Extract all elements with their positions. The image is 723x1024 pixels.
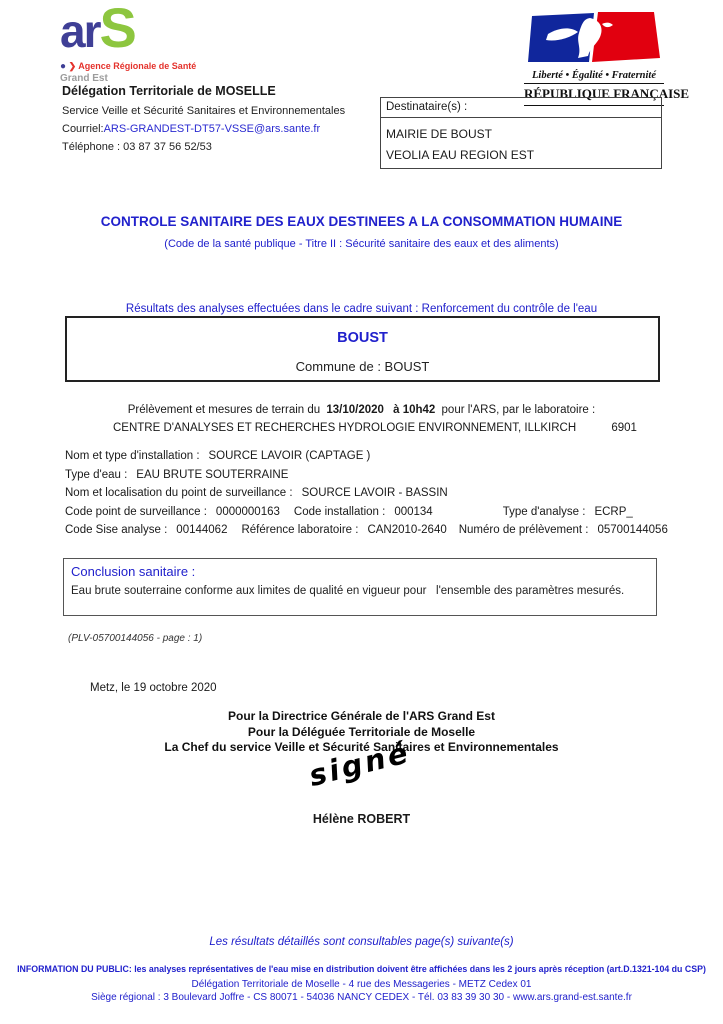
sampling-post: pour l'ARS, par le laboratoire : [441, 404, 596, 416]
ars-agency-label: Agence Régionale de Santé [78, 61, 197, 71]
detail-label: Code point de surveillance : [65, 505, 207, 518]
ars-logo-wordmark [60, 0, 210, 63]
sampling-time: à 10h42 [393, 404, 436, 416]
page-note: (PLV-05700144056 - page : 1) [68, 633, 203, 644]
ars-logo [60, 0, 210, 84]
republique-francaise-logo [524, 12, 690, 106]
footer-consult-line: Les résultats détaillés sont consultables page(s) suivante(s) [209, 936, 514, 948]
detail-value: CAN2010-2640 [367, 524, 447, 536]
detail-label: Nom et localisation du point de surveillance : [65, 487, 293, 499]
ars-logo-s: S [99, 0, 135, 59]
detail-label: Référence laboratoire : [241, 524, 359, 536]
detail-label: Type d'eau : [65, 468, 128, 481]
detail-value: SOURCE LAVOIR (CAPTAGE ) [208, 450, 371, 462]
delegation-title: Délégation Territoriale de MOSELLE [62, 84, 276, 98]
detail-row-codes-2 [65, 524, 668, 536]
sanitary-conclusion-box [63, 558, 657, 616]
ars-logo-ar: ar [60, 5, 100, 57]
courriel-email-link[interactable]: ARS-GRANDEST-DT57-VSSE@ars.sante.fr [103, 123, 321, 135]
detail-value: 05700144056 [597, 524, 668, 536]
sampling-date: 13/10/2020 [326, 404, 384, 416]
signature-line-1: Pour la Directrice Générale de l'ARS Grand Est [228, 709, 495, 723]
signature-line-3: La Chef du service Veille et Sécurité Sanitaires et Environnementales [164, 740, 559, 754]
courriel-line [62, 123, 392, 135]
commune-line: Commune de : BOUST [295, 359, 430, 374]
detail-value: EAU BRUTE SOUTERRAINE [136, 468, 289, 481]
ars-chevron-icon: ❯ [68, 61, 77, 71]
marianne-flag-icon [528, 12, 660, 62]
ars-logo-agency-line [60, 61, 210, 72]
network-name: BOUST [337, 330, 388, 346]
ars-region-label: Grand Est [60, 73, 108, 84]
ars-dot-icon: ● [60, 61, 67, 72]
footer-address-line-1: Délégation Territoriale de Moselle - 4 rue des Messageries - METZ Cedex 01 [191, 979, 532, 990]
detail-value: 00144062 [176, 524, 228, 536]
footer-address-line-2: Siège régional : 3 Boulevard Joffre - CS 80071 - 54036 NANCY CEDEX - Tél. 03 83 39 30 30 - www.ars.grand-est.sante.fr [91, 992, 632, 1003]
detail-row-codes-1 [65, 506, 665, 518]
detail-row-installation [65, 450, 665, 462]
service-line: Service Veille et Sécurité Sanitaires et Environnementales [62, 105, 346, 117]
detail-value: 0000000163 [215, 505, 280, 518]
laboratory-code: 6901 [611, 422, 637, 434]
signature-line-2: Pour la Déléguée Territoriale de Moselle [247, 724, 476, 739]
document-title: CONTROLE SANITAIRE DES EAUX DESTINEES A LA CONSOMMATION HUMAINE [100, 214, 623, 229]
courriel-label: Courriel: [62, 123, 104, 135]
detail-label: Numéro de prélèvement : [458, 524, 589, 536]
recipients-label: Destinataire(s) : [381, 98, 661, 118]
signatory-name: Hélène ROBERT [312, 812, 411, 826]
conclusion-text: Eau brute souterraine conforme aux limites de qualité en vigueur pour l'ensemble des paramètres mesurés. [71, 585, 625, 597]
recipients-list [381, 118, 661, 168]
detail-row-water-type [65, 469, 665, 481]
document-subtitle: (Code de la santé publique - Titre II : Sécurité sanitaire des eaux et des aliments) [164, 238, 559, 250]
detail-label: Nom et type d'installation : [65, 450, 200, 462]
place-date-line: Metz, le 19 octobre 2020 [90, 682, 217, 694]
sampling-pre: Prélèvement et mesures de terrain du [127, 404, 321, 416]
detail-label: Code installation : [293, 505, 386, 518]
sampling-line [0, 404, 723, 416]
recipient-item: MAIRIE DE BOUST [386, 127, 493, 141]
network-box [65, 316, 660, 382]
laboratory-line [0, 422, 723, 434]
recipients-box [380, 97, 662, 169]
detail-row-surveillance-point [65, 487, 665, 499]
detail-value: ECRP_ [594, 505, 633, 518]
signed-stamp: signé [305, 735, 414, 793]
detail-label: Type d'analyse : [502, 505, 586, 518]
detail-value: SOURCE LAVOIR - BASSIN [301, 487, 448, 499]
recipient-item: VEOLIA EAU REGION EST [386, 148, 535, 162]
rf-motto: Liberté • Égalité • Fraternité [524, 67, 664, 84]
conclusion-heading: Conclusion sanitaire : [71, 564, 196, 579]
detail-label: Code Sise analyse : [65, 524, 168, 536]
rf-name: RÉPUBLIQUE FRANÇAISE [524, 84, 664, 106]
analysis-context-line: Résultats des analyses effectuées dans le cadre suivant : Renforcement du contrôle de l'eau [125, 303, 598, 315]
sender-contact-block [62, 84, 392, 159]
laboratory-name: CENTRE D'ANALYSES ET RECHERCHES HYDROLOGIE ENVIRONNEMENT, ILLKIRCH [113, 422, 577, 434]
installation-details [65, 450, 668, 543]
telephone-line: Téléphone : 03 87 37 56 52/53 [62, 141, 212, 153]
detail-value: 000134 [394, 505, 433, 518]
footer-public-info-line: INFORMATION DU PUBLIC: les analyses représentatives de l'eau mise en distribution doivent être affichées dans les 2 jours après réception (art.D.1321-104 du CSP) [17, 964, 706, 974]
